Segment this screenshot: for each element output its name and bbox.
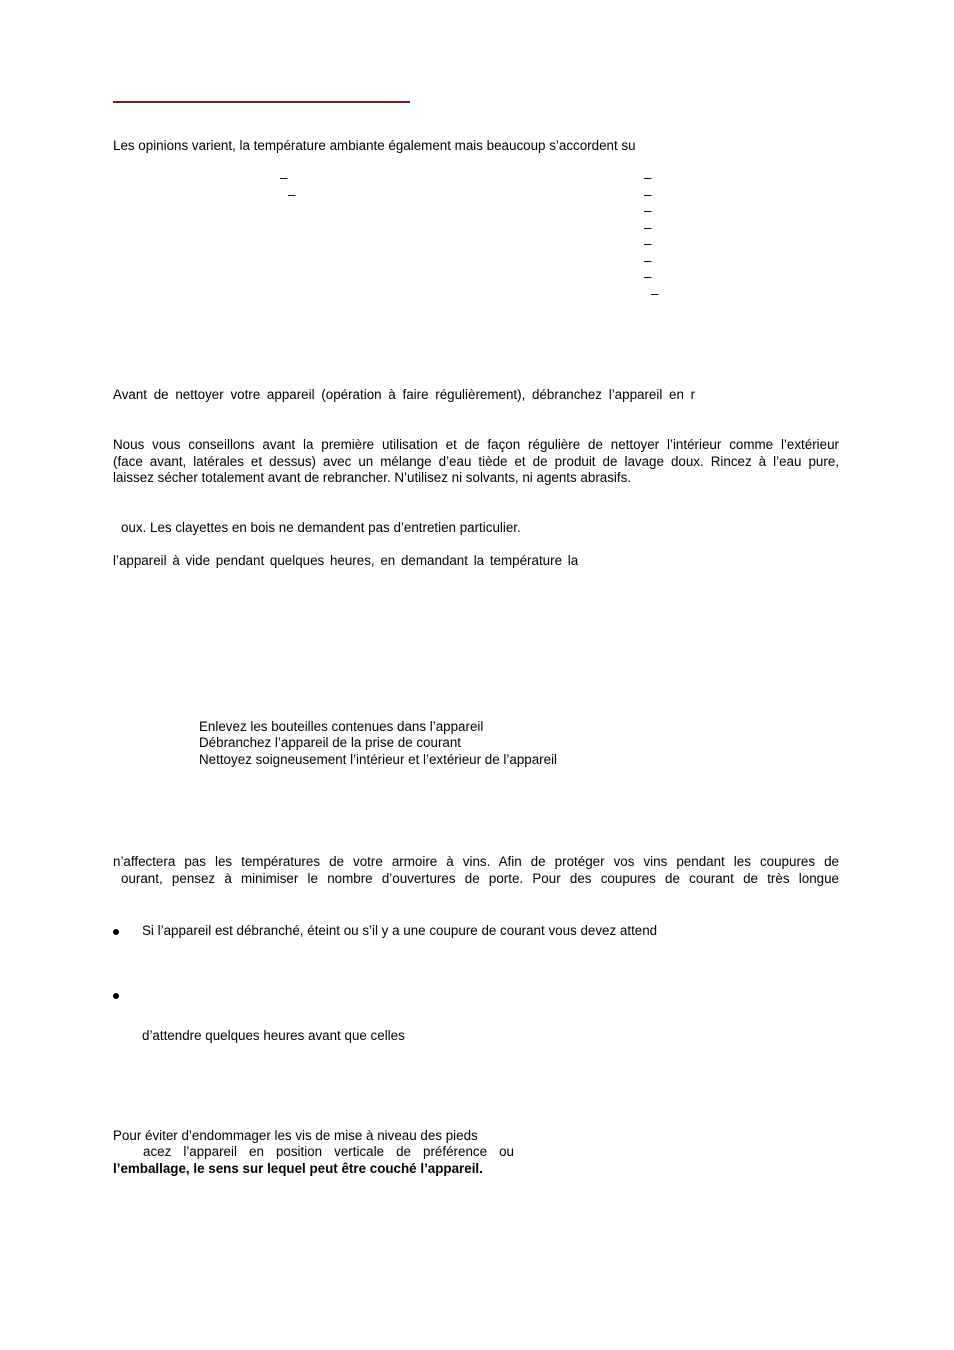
dash-marker: – [651, 286, 659, 301]
dash-marker: – [288, 187, 296, 202]
cleaning-instruction: Avant de nettoyer votre appareil (opération à faire régulièrement), débranchez l’appareil en r [113, 387, 696, 402]
dash-marker: – [644, 170, 652, 185]
dash-marker: – [644, 220, 652, 235]
step-item: Débranchez l’appareil de la prise de courant [199, 735, 462, 750]
dash-marker: – [280, 170, 288, 185]
transport-line: Pour éviter d’endommager les vis de mise à niveau des pieds [113, 1128, 478, 1143]
dash-marker: – [644, 236, 652, 251]
step-item: Nettoyez soigneusement l’intérieur et l’extérieur de l’appareil [199, 752, 558, 767]
power-line: n’affectera pas les températures de votre armoire à vins. Afin de protéger vos vins pendant les coupures de [113, 854, 839, 869]
dash-marker: – [644, 203, 652, 218]
bullet-continuation: d’attendre quelques heures avant que celles [142, 1028, 405, 1043]
bullet-text: Si l’appareil est débranché, éteint ou s’il y a une coupure de courant vous devez attend [142, 923, 658, 938]
advice-line: Nous vous conseillons avant la première utilisation et de façon régulière de nettoyer l’intérieur comme l’extérieur [113, 437, 839, 452]
advice-line: (face avant, latérales et dessus) avec un mélange d’eau tiède et de produit de lavage doux. Rincez à l’eau pure, [113, 454, 839, 469]
shelves-note: oux. Les clayettes en bois ne demandent pas d’entretien particulier. [121, 520, 521, 535]
bullet-dot [113, 993, 119, 999]
dash-marker: – [644, 253, 652, 268]
step-item: Enlevez les bouteilles contenues dans l’appareil [199, 719, 484, 734]
transport-line-bold: l’emballage, le sens sur lequel peut être couché l’appareil. [113, 1161, 483, 1176]
advice-line: laissez sécher totalement avant de rebrancher. N’utilisez ni solvants, ni agents abrasifs. [113, 470, 632, 485]
intro-text: Les opinions varient, la température ambiante également mais beaucoup s’accordent su [113, 138, 636, 153]
dash-marker: – [644, 269, 652, 284]
section-heading-rule [113, 101, 410, 103]
empty-run-note: l’appareil à vide pendant quelques heures, en demandant la température la [113, 553, 579, 568]
dash-marker: – [644, 187, 652, 202]
bullet-dot [113, 929, 119, 935]
transport-line: acez l’appareil en position verticale de préférence ou [143, 1144, 514, 1159]
power-line: ourant, pensez à minimiser le nombre d’ouvertures de porte. Pour des coupures de courant de très longue [121, 871, 839, 886]
